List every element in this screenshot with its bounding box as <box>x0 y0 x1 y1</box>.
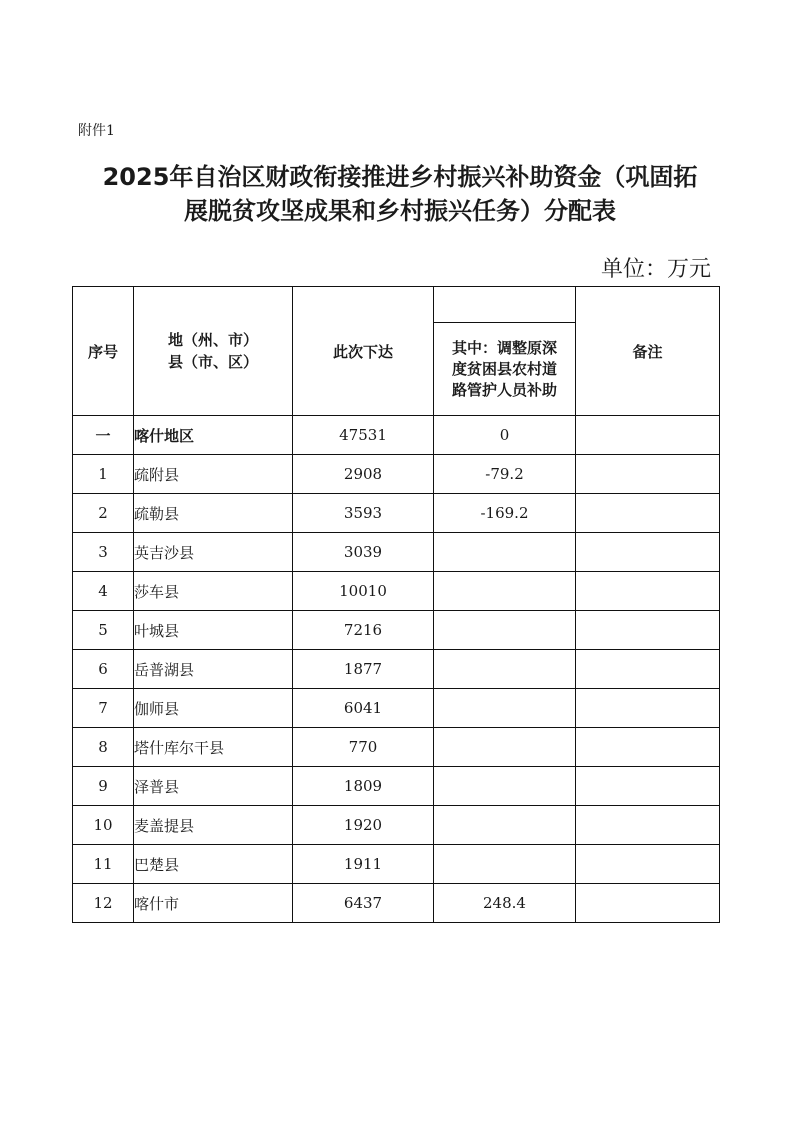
row-adjustment <box>434 533 576 572</box>
row-remark <box>576 572 720 611</box>
row-remark <box>576 611 720 650</box>
header-region-line-1: 地（州、市） <box>167 331 258 349</box>
header-region <box>134 287 293 416</box>
table-body <box>73 416 720 923</box>
row-amount: 770 <box>293 728 434 767</box>
row-seq: 3 <box>73 533 134 572</box>
row-seq: 2 <box>73 494 134 533</box>
row-region: 伽师县 <box>134 689 293 728</box>
row-amount: 3039 <box>293 533 434 572</box>
table-row <box>73 455 720 494</box>
row-region: 巴楚县 <box>134 845 293 884</box>
row-seq: 11 <box>73 845 134 884</box>
table-row <box>73 416 720 455</box>
header-adjustment-line-1: 其中：调整原深 <box>451 338 557 357</box>
row-region: 疏勒县 <box>134 494 293 533</box>
row-adjustment <box>434 689 576 728</box>
row-amount: 3593 <box>293 494 434 533</box>
allocation-table <box>72 286 720 923</box>
row-amount: 6041 <box>293 689 434 728</box>
row-remark <box>576 884 720 923</box>
row-region: 莎车县 <box>134 572 293 611</box>
header-adjustment <box>434 323 576 416</box>
table-row <box>73 650 720 689</box>
table-row <box>73 689 720 728</box>
row-region: 麦盖提县 <box>134 806 293 845</box>
table-header <box>73 287 720 416</box>
row-remark <box>576 845 720 884</box>
row-amount: 2908 <box>293 455 434 494</box>
row-seq: 4 <box>73 572 134 611</box>
row-remark <box>576 689 720 728</box>
row-adjustment <box>434 611 576 650</box>
table-row <box>73 845 720 884</box>
row-seq: 一 <box>73 416 134 455</box>
table-row <box>73 611 720 650</box>
row-region: 岳普湖县 <box>134 650 293 689</box>
row-remark <box>576 416 720 455</box>
row-seq: 7 <box>73 689 134 728</box>
row-region: 疏附县 <box>134 455 293 494</box>
table-row <box>73 572 720 611</box>
row-seq: 5 <box>73 611 134 650</box>
row-amount: 1809 <box>293 767 434 806</box>
attachment-label: 附件1 <box>78 123 115 139</box>
row-remark <box>576 806 720 845</box>
unit-label: 单位：万元 <box>600 257 711 282</box>
row-seq: 8 <box>73 728 134 767</box>
row-region: 泽普县 <box>134 767 293 806</box>
row-region: 塔什库尔干县 <box>134 728 293 767</box>
row-adjustment <box>434 728 576 767</box>
row-amount: 1920 <box>293 806 434 845</box>
row-remark <box>576 728 720 767</box>
header-adjustment-line-3: 路管护人员补助 <box>451 380 557 399</box>
row-adjustment <box>434 806 576 845</box>
row-region: 喀什地区 <box>134 416 293 455</box>
row-remark <box>576 767 720 806</box>
header-seq: 序号 <box>73 287 134 416</box>
table-row <box>73 767 720 806</box>
row-adjustment: 0 <box>434 416 576 455</box>
header-region-line-2: 县（市、区） <box>167 353 258 371</box>
header-remark: 备注 <box>576 287 720 416</box>
row-seq: 6 <box>73 650 134 689</box>
row-amount: 1877 <box>293 650 434 689</box>
row-region: 喀什市 <box>134 884 293 923</box>
row-adjustment <box>434 845 576 884</box>
row-seq: 1 <box>73 455 134 494</box>
table-row <box>73 884 720 923</box>
table-row <box>73 494 720 533</box>
header-sub-spacer <box>434 287 576 323</box>
row-region: 叶城县 <box>134 611 293 650</box>
row-adjustment <box>434 572 576 611</box>
row-amount: 7216 <box>293 611 434 650</box>
row-amount: 47531 <box>293 416 434 455</box>
row-amount: 10010 <box>293 572 434 611</box>
row-amount: 1911 <box>293 845 434 884</box>
row-seq: 10 <box>73 806 134 845</box>
row-adjustment <box>434 767 576 806</box>
row-adjustment: -169.2 <box>434 494 576 533</box>
row-adjustment <box>434 650 576 689</box>
header-adjustment-line-2: 度贫困县农村道 <box>451 359 557 378</box>
header-amount: 此次下达 <box>293 287 434 416</box>
row-adjustment: 248.4 <box>434 884 576 923</box>
row-remark <box>576 533 720 572</box>
document-title-line-2: 展脱贫攻坚成果和乡村振兴任务）分配表 <box>184 197 616 225</box>
row-region: 英吉沙县 <box>134 533 293 572</box>
row-amount: 6437 <box>293 884 434 923</box>
table-row <box>73 728 720 767</box>
document-title-line-1: 2025年自治区财政衔接推进乡村振兴补助资金（巩固拓 <box>102 163 698 191</box>
row-seq: 9 <box>73 767 134 806</box>
row-seq: 12 <box>73 884 134 923</box>
row-remark <box>576 494 720 533</box>
row-adjustment: -79.2 <box>434 455 576 494</box>
table-row <box>73 806 720 845</box>
row-remark <box>576 455 720 494</box>
table-row <box>73 533 720 572</box>
row-remark <box>576 650 720 689</box>
